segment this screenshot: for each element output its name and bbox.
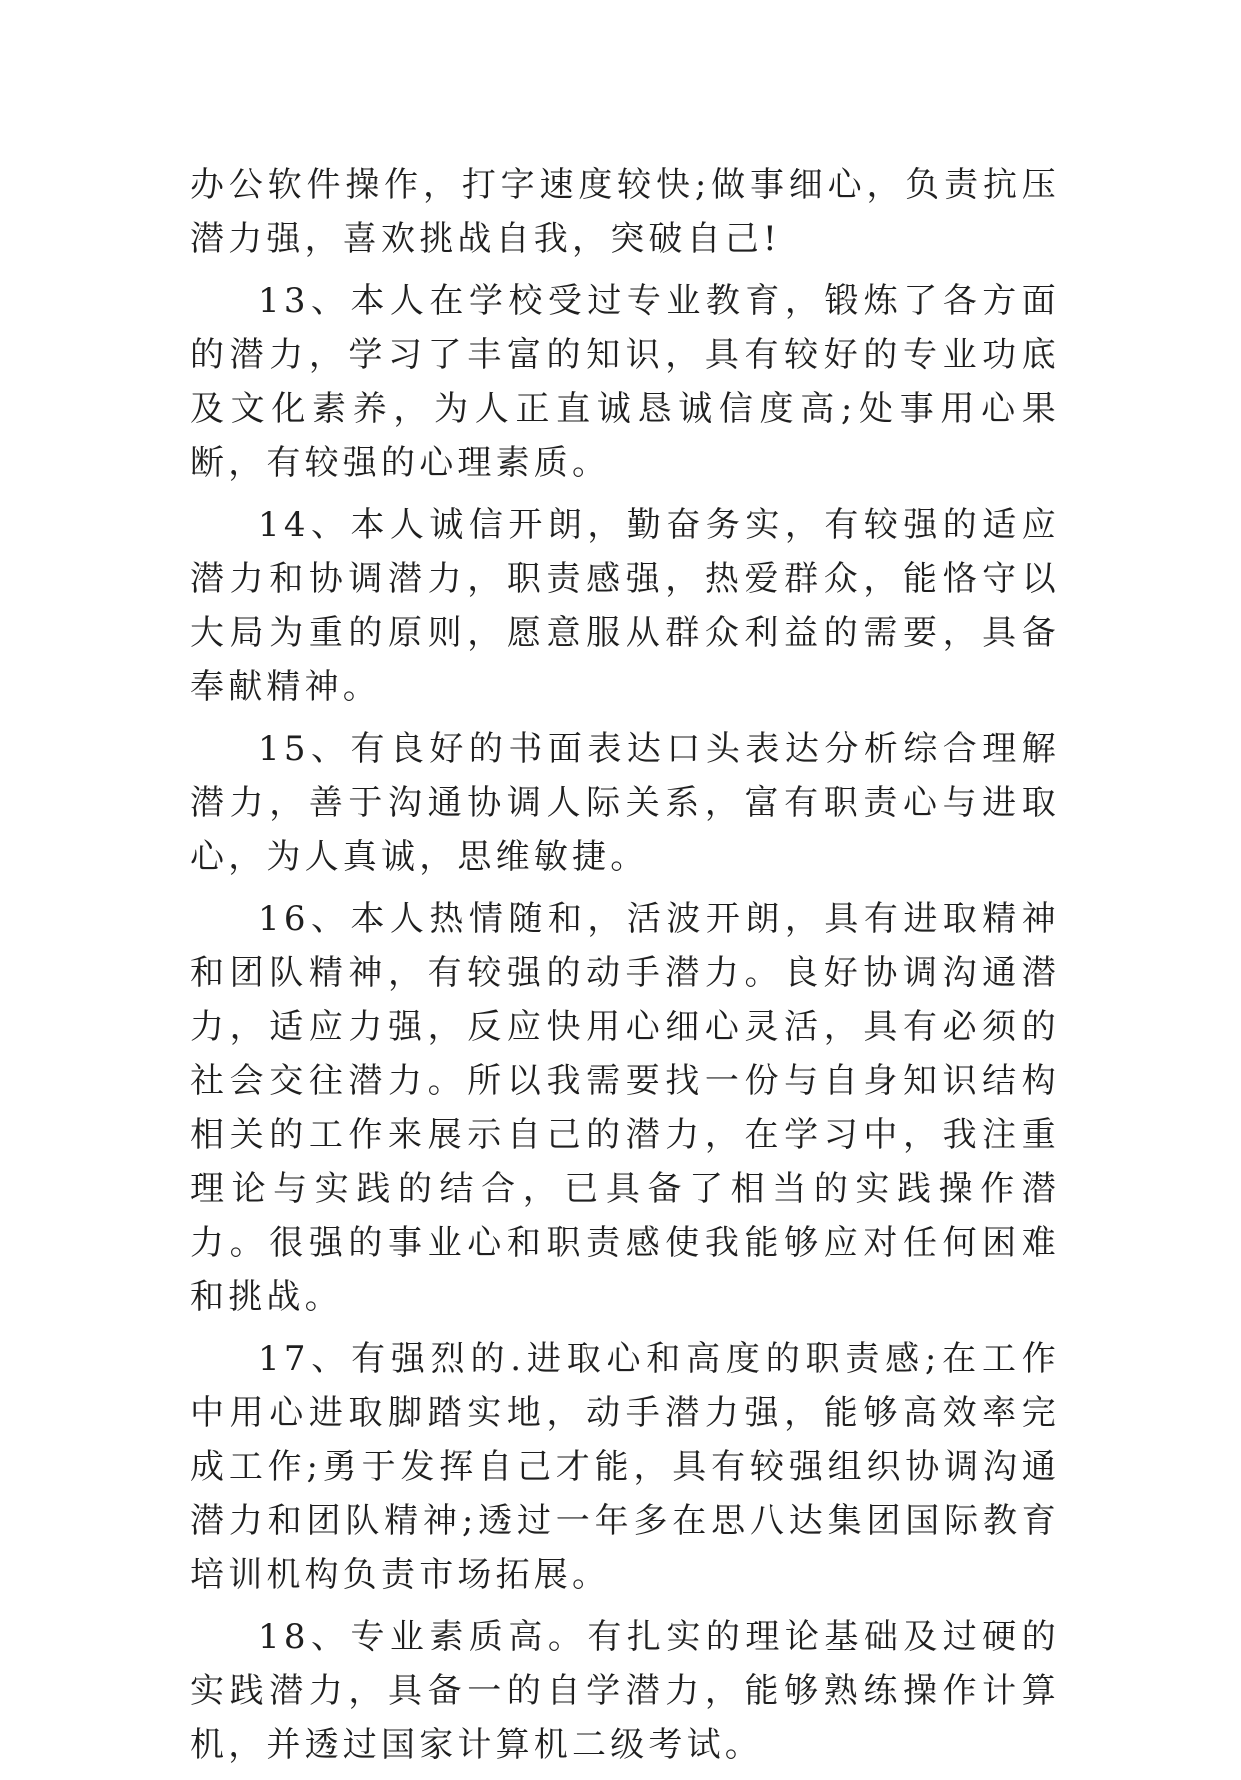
- paragraph-continuation: 办公软件操作，打字速度较快;做事细心，负责抗压潜力强，喜欢挑战自我，突破自己!: [190, 165, 1060, 259]
- paragraph-15: 15、有良好的书面表达口头表达分析综合理解潜力，善于沟通协调人际关系，富有职责心与进取心，为人真诚，思维敏捷。: [190, 729, 1060, 877]
- document-body: [190, 158, 1060, 1780]
- paragraph-17: 17、有强烈的.进取心和高度的职责感;在工作中用心进取脚踏实地，动手潜力强，能够高效率完成工作;勇于发挥自己才能，具有较强组织协调沟通潜力和团队精神;透过一年多在思八达集团国际教育培训机构负责市场拓展。: [190, 1339, 1060, 1595]
- paragraph-18: 18、专业素质高。有扎实的理论基础及过硬的实践潜力，具备一的自学潜力，能够熟练操作计算机，并透过国家计算机二级考试。: [190, 1617, 1060, 1765]
- paragraph-16: 16、本人热情随和，活波开朗，具有进取精神和团队精神，有较强的动手潜力。良好协调沟通潜力，适应力强，反应快用心细心灵活，具有必须的社会交往潜力。所以我需要找一份与自身知识结构相关的工作来展示自己的潜力，在学习中，我注重理论与实践的结合，已具备了相当的实践操作潜力。很强的事业心和职责感使我能够应对任何困难和挑战。: [190, 899, 1060, 1317]
- paragraph-13: 13、本人在学校受过专业教育，锻炼了各方面的潜力，学习了丰富的知识，具有较好的专业功底及文化素养，为人正直诚恳诚信度高;处事用心果断，有较强的心理素质。: [190, 281, 1060, 483]
- paragraph-14: 14、本人诚信开朗，勤奋务实，有较强的适应潜力和协调潜力，职责感强，热爱群众，能恪守以大局为重的原则，愿意服从群众利益的需要，具备奉献精神。: [190, 505, 1060, 707]
